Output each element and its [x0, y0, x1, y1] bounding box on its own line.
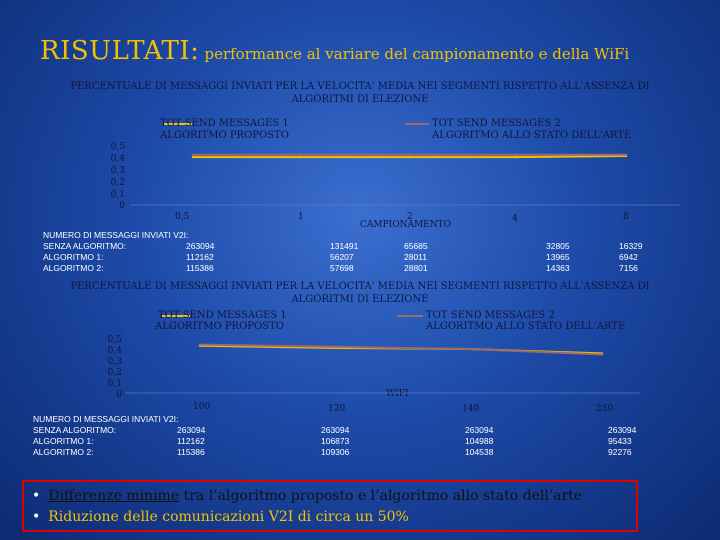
chart1-legend-label-1: TOT SEND MESSAGES 1 [160, 118, 289, 129]
chart2-cell: 104988 [465, 436, 494, 446]
chart2-row-label: ALGORITMO 2: [33, 447, 94, 457]
chart2-xtick: 250 [596, 404, 614, 414]
bullet-2-text: Riduzione delle comunicazioni V2I di circa un 50% [48, 509, 409, 525]
chart1-cell: 13965 [546, 252, 570, 262]
chart2-cell: 106873 [321, 436, 350, 446]
chart1-ytick: 0,1 [110, 190, 125, 200]
chart1-cell: 28011 [404, 252, 428, 262]
chart2-xtick: 120 [328, 404, 346, 414]
chart1-xtick: 4 [512, 214, 518, 224]
chart1-ytick: 0,2 [110, 178, 125, 188]
data-point [601, 353, 603, 355]
chart1-cell: 65685 [404, 241, 428, 251]
chart2-ytick: 0 [116, 390, 122, 400]
chart1-cell: 28801 [404, 263, 428, 273]
data-point [299, 156, 301, 158]
chart1-xtick: 2 [407, 212, 413, 222]
chart1-row-label: ALGORITMO 1: [43, 252, 104, 262]
chart1-xaxis-label: CAMPIONAMENTO [360, 220, 452, 230]
data-point [515, 156, 517, 158]
chart1-title: PERCENTUALE DI MESSAGGI INVIATI PER LA VELOCITA' MEDIA NEI SEGMENTI RISPETTO ALL'ASSENZA DI ALGORITMI DI ELEZIONE [70, 81, 650, 105]
data-point [515, 154, 517, 156]
data-point [192, 156, 194, 158]
chart1-cell: 6942 [619, 252, 638, 262]
chart2-ytick: 0,3 [107, 357, 122, 367]
chart2-xtick: 140 [462, 404, 480, 414]
chart2-xaxis-label: WIFI [386, 389, 409, 399]
chart2-plot-area [125, 343, 640, 393]
bullet-dot-icon: • [32, 488, 41, 504]
chart2-cell: 263094 [608, 425, 637, 435]
bullet-1-emphasis: Differenze minime [48, 488, 180, 504]
chart2-table-header: NUMERO DI MESSAGGI INVIATI V2I: [33, 414, 179, 424]
bullet-dot-icon: • [32, 509, 41, 525]
bullet-1-text: tra l’algoritmo proposto e l’algoritmo allo stato dell’arte [179, 488, 583, 504]
chart1-legend-sublabel-1: ALGORITMO PROPOSTO [160, 130, 289, 141]
data-point [409, 156, 411, 158]
chart2-cell: 104538 [465, 447, 494, 457]
chart2-cell: 95433 [608, 436, 632, 446]
chart2-title: PERCENTUALE DI MESSAGGI INVIATI PER LA VELOCITA' MEDIA NEI SEGMENTI RISPETTO ALL'ASSENZA DI ALGORITMI DI ELEZIONE [70, 281, 650, 305]
chart1-ytick: 0 [119, 201, 125, 211]
chart1-cell: 14363 [546, 263, 570, 273]
data-point [409, 154, 411, 156]
chart1-cell: 16329 [619, 241, 643, 251]
chart2-cell: 92276 [608, 447, 632, 457]
chart1-cell: 131491 [330, 241, 359, 251]
chart1-xtick: 0,5 [175, 212, 190, 222]
chart1-cell: 263094 [186, 241, 215, 251]
chart1-cell: 32805 [546, 241, 570, 251]
data-point [299, 154, 301, 156]
chart2-legend-label-1: TOT SEND MESSAGES 1 [158, 310, 287, 321]
chart1-xtick: 8 [623, 212, 629, 222]
data-point [199, 343, 201, 345]
chart1-cell: 7156 [619, 263, 638, 273]
chart2-cell: 263094 [321, 425, 350, 435]
chart2-cell: 263094 [465, 425, 494, 435]
chart2-legend-label-2: TOT SEND MESSAGES 2 [426, 310, 555, 321]
bullet-2 [32, 509, 409, 525]
chart1-ytick: 0,4 [110, 154, 125, 164]
chart1-ytick: 0,5 [110, 142, 125, 152]
chart2-ytick: 0,1 [107, 379, 122, 389]
chart1-table-header: NUMERO DI MESSAGGI INVIATI V2I: [43, 230, 189, 240]
data-point [467, 348, 469, 350]
chart1-legend-sublabel-2: ALGORITMO ALLO STATO DELL'ARTE [432, 130, 632, 141]
bullet-1 [32, 488, 582, 504]
chart1-xtick: 1 [298, 212, 304, 222]
chart2-row-label: ALGORITMO 1: [33, 436, 94, 446]
title-main: RISULTATI: [40, 36, 200, 66]
data-point [192, 154, 194, 156]
chart2-ytick: 0,4 [107, 346, 122, 356]
title-subtitle: performance al variare del campionamento e della WiFi [204, 45, 630, 63]
chart1-cell: 57698 [330, 263, 354, 273]
chart1-cell: 115386 [186, 263, 214, 273]
chart2-legend-sublabel-1: ALGORITMO PROPOSTO [155, 321, 284, 332]
chart2-ytick: 0,5 [107, 335, 122, 345]
chart2-cell: 115386 [177, 447, 205, 457]
chart2-cell: 109306 [321, 447, 350, 457]
chart1-plot-area [130, 154, 680, 205]
conclusions-box [22, 480, 638, 532]
chart1-row-label: SENZA ALGORITMO: [43, 241, 127, 251]
chart2-ytick: 0,2 [107, 368, 122, 378]
data-point [333, 346, 335, 348]
chart1-legend-label-2: TOT SEND MESSAGES 2 [432, 118, 561, 129]
chart2-cell: 263094 [177, 425, 206, 435]
chart1-cell: 112162 [186, 252, 214, 262]
chart2-row-label: SENZA ALGORITMO: [33, 425, 117, 435]
chart2-legend-sublabel-2: ALGORITMO ALLO STATO DELL'ARTE [426, 321, 626, 332]
chart1-cell: 56207 [330, 252, 354, 262]
chart1-ytick: 0,3 [110, 166, 125, 176]
series-line-2 [200, 345, 602, 355]
chart2-xtick: 100 [193, 402, 211, 412]
chart2-cell: 112162 [177, 436, 205, 446]
data-point [625, 154, 627, 156]
chart1-row-label: ALGORITMO 2: [43, 263, 104, 273]
